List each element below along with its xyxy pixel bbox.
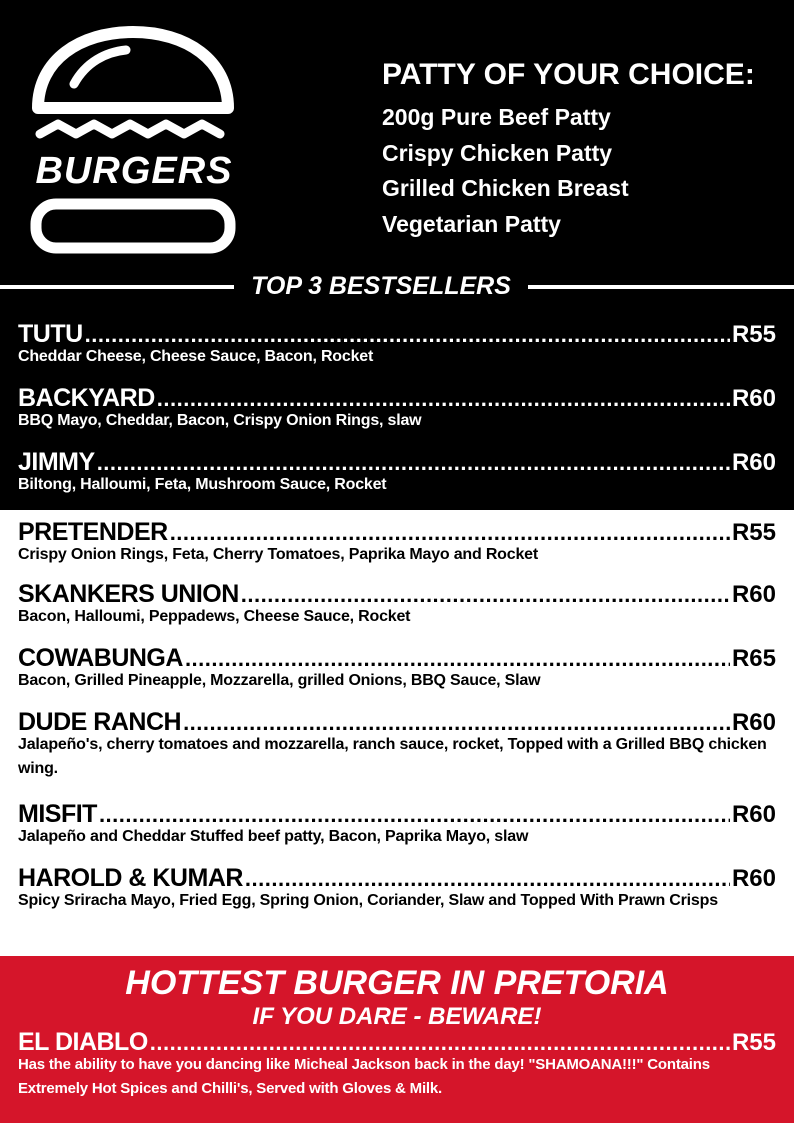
item-price: R55 bbox=[731, 321, 776, 348]
burger-icon bbox=[28, 22, 238, 258]
menu-item-dude-ranch bbox=[18, 708, 776, 781]
item-price: R60 bbox=[731, 581, 776, 608]
item-price: R55 bbox=[731, 1029, 776, 1056]
item-price: R60 bbox=[731, 865, 776, 892]
item-name: EL DIABLO bbox=[18, 1028, 148, 1056]
patty-title: PATTY OF YOUR CHOICE: bbox=[382, 58, 755, 91]
menu-item-cowabunga bbox=[18, 644, 776, 693]
item-name: HAROLD & KUMAR bbox=[18, 864, 243, 892]
item-desc: Jalapeño and Cheddar Stuffed beef patty, Bacon, Paprika Mayo, slaw bbox=[18, 828, 529, 845]
item-price: R55 bbox=[731, 519, 776, 546]
item-desc: Bacon, Halloumi, Peppadews, Cheese Sauce, Rocket bbox=[18, 608, 411, 625]
menu-item-backyard bbox=[18, 384, 776, 433]
menu-item-pretender bbox=[18, 518, 776, 567]
item-desc: Has the ability to have you dancing like Micheal Jackson back in the day! "SHAMOANA!!!" Contains Extremely Hot Spices and Chilli's, Served with Gloves & Milk. bbox=[18, 1056, 710, 1097]
item-desc: Spicy Sriracha Mayo, Fried Egg, Spring Onion, Coriander, Slaw and Topped With Prawn Crisps bbox=[18, 892, 718, 909]
menu-item-tutu bbox=[18, 320, 776, 369]
menu-item-harold-kumar bbox=[18, 864, 776, 913]
item-desc: Crispy Onion Rings, Feta, Cherry Tomatoes, Paprika Mayo and Rocket bbox=[18, 546, 538, 563]
item-desc: Cheddar Cheese, Cheese Sauce, Bacon, Rocket bbox=[18, 348, 374, 365]
item-name: COWABUNGA bbox=[18, 644, 183, 672]
menu-item-misfit bbox=[18, 800, 776, 849]
patty-option: Grilled Chicken Breast bbox=[382, 175, 629, 201]
hottest-subtitle: IF YOU DARE - BEWARE! bbox=[252, 1003, 542, 1030]
item-desc: BBQ Mayo, Cheddar, Bacon, Crispy Onion Rings, slaw bbox=[18, 412, 422, 429]
item-desc: Jalapeño's, cherry tomatoes and mozzarella, ranch sauce, rocket, Topped with a Grilled BBQ chicken wing. bbox=[18, 736, 767, 777]
item-price: R60 bbox=[731, 709, 776, 736]
item-name: PRETENDER bbox=[18, 518, 168, 546]
menu-item-jimmy bbox=[18, 448, 776, 497]
menu-item-skankers-union bbox=[18, 580, 776, 629]
menu-item-el-diablo bbox=[18, 1028, 776, 1101]
item-name: BACKYARD bbox=[18, 384, 155, 412]
item-name: MISFIT bbox=[18, 800, 97, 828]
patty-option: 200g Pure Beef Patty bbox=[382, 104, 611, 130]
divider bbox=[0, 285, 234, 289]
patty-options bbox=[382, 100, 629, 242]
divider bbox=[528, 285, 794, 289]
bestsellers-label: TOP 3 BESTSELLERS bbox=[251, 272, 511, 300]
item-desc: Biltong, Halloumi, Feta, Mushroom Sauce, Rocket bbox=[18, 476, 387, 493]
item-name: SKANKERS UNION bbox=[18, 580, 239, 608]
patty-option: Vegetarian Patty bbox=[382, 210, 561, 237]
item-price: R65 bbox=[731, 645, 776, 672]
item-price: R60 bbox=[731, 801, 776, 828]
bestsellers-heading bbox=[0, 270, 794, 304]
item-name: DUDE RANCH bbox=[18, 708, 182, 736]
item-price: R60 bbox=[731, 385, 776, 412]
item-name: JIMMY bbox=[18, 448, 95, 476]
item-desc: Bacon, Grilled Pineapple, Mozzarella, grilled Onions, BBQ Sauce, Slaw bbox=[18, 672, 541, 689]
logo-text: BURGERS bbox=[35, 150, 233, 192]
item-price: R60 bbox=[731, 449, 776, 476]
hottest-title: HOTTEST BURGER IN PRETORIA bbox=[125, 964, 669, 1002]
item-name: TUTU bbox=[18, 320, 83, 348]
patty-option: Crispy Chicken Patty bbox=[382, 139, 613, 166]
